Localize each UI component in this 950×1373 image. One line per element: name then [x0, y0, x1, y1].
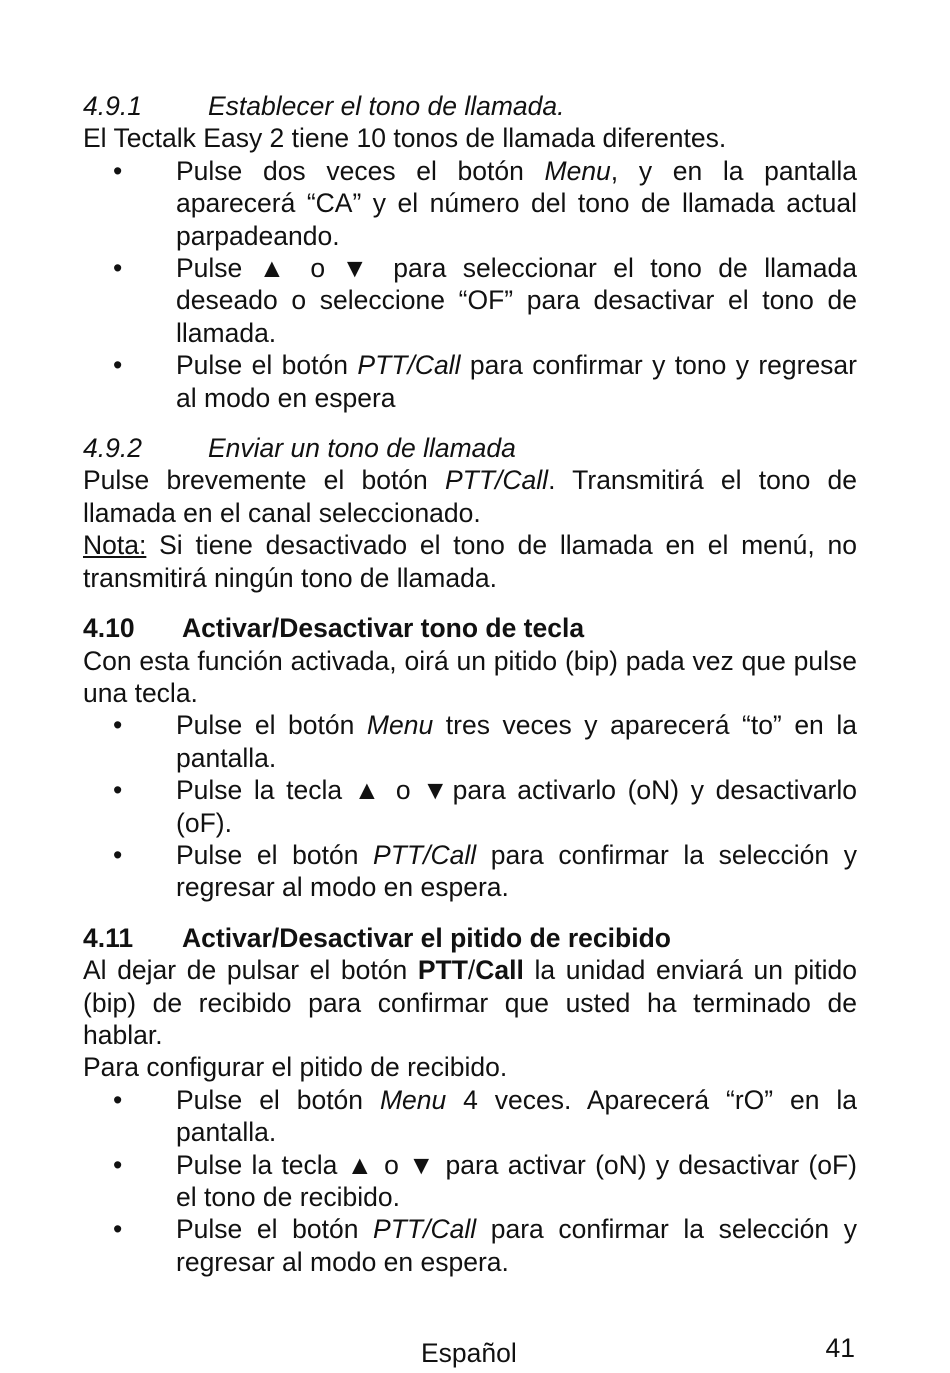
bullet-icon: • [113, 350, 123, 381]
section-title: Enviar un tono de llamada [208, 433, 516, 464]
section-heading-4-10 [83, 612, 857, 644]
section-number: 4.11 [83, 922, 134, 953]
footer-language: Español [421, 1338, 517, 1368]
list-item: • Pulse dos veces el botón Menu, y en la pantalla aparecerá “CA” y el número del tono de llamada actual parpadeando. [113, 155, 857, 251]
paragraph: Pulse brevemente el botón PTT/Call. Transmitirá el tono de llamada en el canal seleccionado. [83, 465, 857, 528]
section-heading-4-9-1 [83, 90, 857, 122]
section-title: Activar/Desactivar el pitido de recibido [182, 922, 671, 953]
bullet-list [83, 1084, 857, 1278]
bullet-icon: • [113, 1149, 123, 1180]
note-label: Nota: [83, 530, 147, 561]
bullet-icon: • [113, 1214, 123, 1245]
bullet-icon: • [113, 710, 123, 741]
note-paragraph: Nota: Si tiene desactivado el tono de llamada en el menú, no transmitirá ningún tono de llamada. [83, 530, 857, 593]
list-item: • Pulse el botón PTT/Call para confirmar la selección y regresar al modo en espera. [113, 839, 857, 903]
section-number: 4.10 [83, 613, 135, 644]
bullet-list [83, 155, 857, 414]
section-number: 4.9.1 [83, 91, 142, 121]
paragraph: Con esta función activada, oirá un pitido (bip) pada vez que pulse una tecla. [83, 645, 857, 708]
bullet-icon: • [113, 839, 123, 870]
bullet-icon: • [113, 775, 123, 806]
bullet-icon: • [113, 1084, 123, 1115]
section-title: Establecer el tono de llamada. [208, 91, 565, 121]
list-item: • Pulse la tecla ▲ o ▼para activarlo (oN) y desactivarlo (oF). [113, 775, 857, 838]
list-item: • Pulse la tecla ▲ o ▼ para activar (oN) y desactivar (oF) el tono de recibido. [113, 1149, 857, 1212]
paragraph: Para configurar el pitido de recibido. [83, 1052, 508, 1083]
list-item: • Pulse el botón PTT/Call para confirmar y tono y regresar al modo en espera [113, 350, 857, 413]
bullet-icon: • [113, 253, 123, 284]
section-title: Activar/Desactivar tono de tecla [182, 613, 585, 644]
page-content [83, 90, 857, 1278]
page-number: 41 [825, 1333, 855, 1363]
bullet-icon: • [113, 155, 123, 186]
list-item: • Pulse el botón PTT/Call para confirmar la selección y regresar al modo en espera. [113, 1214, 857, 1277]
section-heading-4-11 [83, 922, 857, 954]
paragraph: El Tectalk Easy 2 tiene 10 tonos de llamada diferentes. [83, 123, 727, 154]
list-item: • Pulse ▲ o ▼ para seleccionar el tono de llamada deseado o seleccione “OF” para desactivar el tono de llamada. [113, 253, 857, 348]
list-item: • Pulse el botón Menu tres veces y aparecerá “to” en la pantalla. [113, 710, 857, 773]
paragraph: Al dejar de pulsar el botón PTT/Call la unidad enviará un pitido (bip) de recibido para confirmar que usted ha terminado de hablar. [83, 955, 857, 1050]
section-number: 4.9.2 [83, 433, 142, 464]
section-heading-4-9-2 [83, 432, 857, 464]
list-item: • Pulse el botón Menu 4 veces. Aparecerá “rO” en la pantalla. [113, 1084, 857, 1148]
bullet-list [83, 709, 857, 903]
